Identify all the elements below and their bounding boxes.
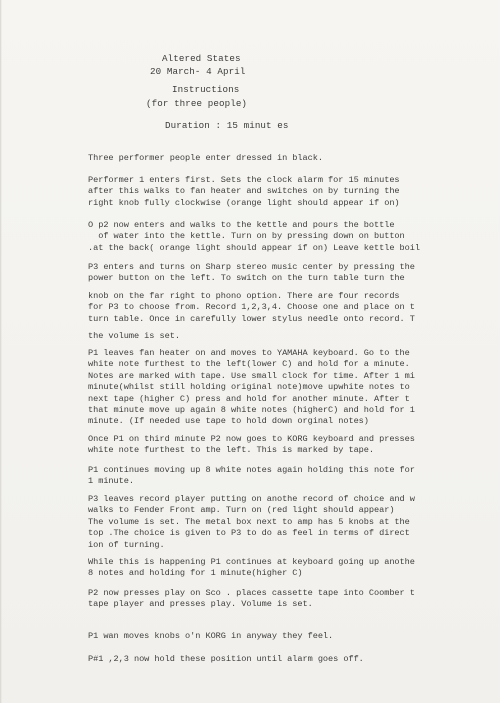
instructions-heading: Instructions [172,84,240,95]
text-line: Three performer people enter dressed in black. [88,153,323,163]
document-dates: 20 March- 4 April [150,66,246,77]
paragraph-p1-continues [88,465,488,488]
text-line: ion of turning. [88,539,165,550]
text-line: P3 leaves record player putting on anothe record of choice and w [88,494,415,504]
page-edge-shadow [0,0,2,703]
text-line: walks to Fender Front amp. Turn on (red light should appear) [88,505,395,516]
paragraph-korg-keyboard [88,434,488,457]
text-line: power button on the left. To switch on the turn table turn the [88,273,405,284]
text-line: P3 enters and turns on Sharp stereo music center by pressing the [88,262,415,272]
text-line: Performer 1 enters first. Sets the clock alarm for 15 minutes [88,175,400,185]
document-title: Altered States [162,53,241,64]
paragraph-korg-knobs [88,631,488,642]
paragraph-performer-3 [88,262,488,342]
duration-line: Duration : 15 minut es [165,120,289,131]
text-line: 8 notes and holding for 1 minute(higher C) [88,568,303,579]
text-line: .at the back( orange light should appear if on) Leave kettle boil [88,242,420,253]
text-line: right knob fully clockwise (orange light should appear if on) [88,197,400,208]
text-line: of water into the kettle. Turn on by pressing down on button [88,231,405,242]
paragraph-p1-another-8-notes [88,557,488,580]
paragraph-cassette [88,588,488,611]
text-line: While this is happening P1 continues at keyboard going up anothe [88,557,415,567]
text-line: knob on the far right to phono option. There are four records [88,290,400,301]
document-subtitle: (for three people) [146,98,248,109]
text-line: tape player and presses play. Volume is set. [88,599,313,610]
text-line: minute(whilst still holding original note)move upwhite notes to [88,382,410,393]
text-line: that minute move up again 8 white notes (higherC) and hold for 1 [88,405,415,416]
text-line: top .The choice is given to P3 to do as feel in terms of direct [88,528,410,539]
text-line: P1 continues moving up 8 white notes again holding this note for [88,465,415,475]
text-line: The volume is set. The metal box next to amp has 5 knobs at the [88,516,410,527]
text-line: minute. (If needed use tape to hold down orginal notes) [88,416,369,427]
text-line: P#1 ,2,3 now hold these position until alarm goes off. [88,654,364,664]
paragraph-final-hold [88,654,488,665]
paragraph-fender-amp [88,494,488,551]
text-line: white note furthest to the left. This is marked by tape. [88,445,374,456]
text-line: 1 minute. [88,476,134,487]
text-line: white note furthest to the left(lower C) and hold for a minute. [88,359,410,370]
text-line: the volume is set. [88,331,180,342]
paragraph-performer-1 [88,175,488,209]
paragraph-entrance [88,153,488,164]
text-line: P1 leaves fan heater on and moves to YAMAHA keyboard. Go to the [88,348,410,358]
paragraph-performer-2 [88,220,488,254]
text-line: P2 now presses play on Sco . places cassette tape into Coomber t [88,588,415,598]
paragraph-yamaha-keyboard [88,348,488,428]
text-line: Notes are marked with tape. Use small clock for time. After 1 mi [88,370,415,381]
text-line: after this walks to fan heater and switches on by turning the [88,186,400,197]
text-line: next tape (higher C) press and hold for another minute. After t [88,393,410,404]
text-line: for P3 to choose from. Record 1,2,3,4. Choose one and place on t [88,302,415,313]
text-line: Once P1 on third minute P2 now goes to KORG keyboard and presses [88,434,415,444]
text-line: turn table. Once in carefully lower stylus needle onto record. T [88,313,415,324]
text-line: O p2 now enters and walks to the kettle and pours the bottle [88,220,395,230]
text-line: P1 wan moves knobs o'n KORG in anyway they feel. [88,631,334,641]
